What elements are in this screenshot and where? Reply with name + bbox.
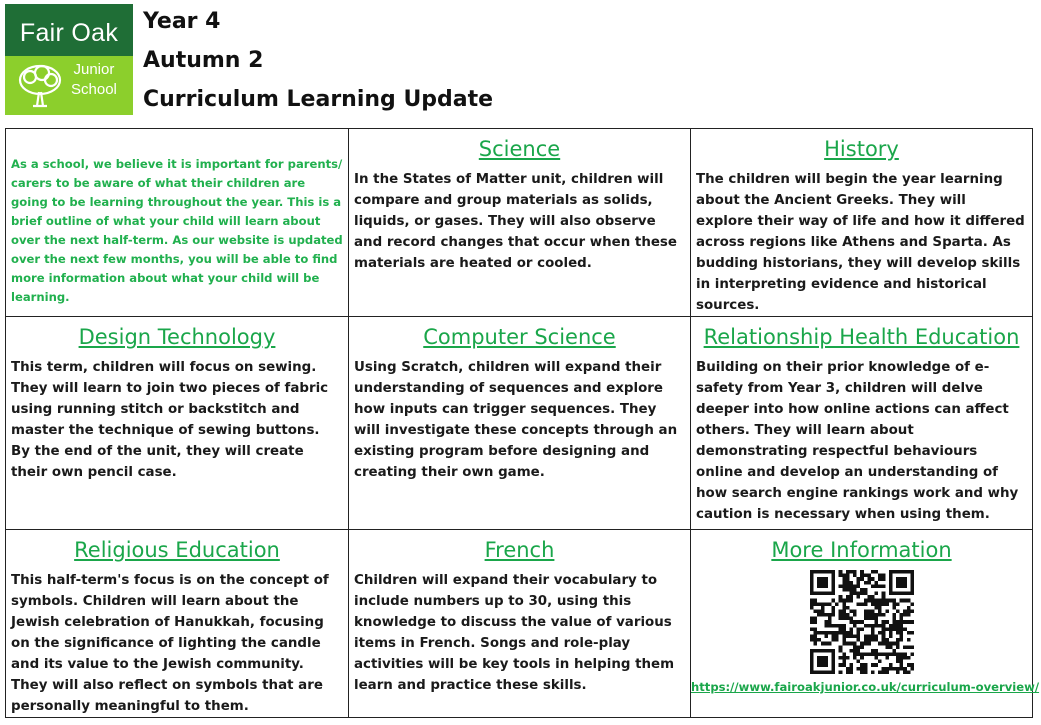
school-logo	[5, 4, 133, 115]
history-cell	[691, 129, 1033, 317]
more-information-heading: More Information	[771, 538, 952, 562]
computer-science-cell	[349, 317, 691, 530]
design-technology-text: This term, children will focus on sewing. They will learn to join two pieces of fabric using running stitch or backstitch and master the technique of sewing buttons. By the end of the unit, they will create their own pencil case.	[11, 360, 329, 480]
relationship-health-cell	[691, 317, 1033, 530]
religious-education-cell	[6, 530, 349, 718]
intro-text: As a school, we believe it is important for parents/ carers to be aware of what their children are going to be learning throughout the year. This is a brief outline of what your child will learn about over the next half-term. As our website is updated over the next few months, you will be able to find more information about what your child will be learning.	[11, 157, 343, 304]
relationship-health-text: Building on their prior knowledge of e-safety from Year 3, children will delve deeper into how online actions can affect others. They will learn about demonstrating respectful behaviours online and develop an understanding of how search engine rankings work and why caution is necessary when using them.	[696, 360, 1019, 522]
year-title: Year 4	[143, 9, 221, 34]
qr-code[interactable]	[810, 570, 914, 674]
logo-name: Fair Oak	[5, 4, 133, 56]
logo-lower-panel	[5, 56, 133, 115]
science-heading: Science	[478, 137, 561, 161]
logo-subtitle-line2: School	[71, 81, 117, 98]
computer-science-text: Using Scratch, children will expand their understanding of sequences and explore how inputs can trigger sequences. They will investigate these concepts through an existing program before designing and creating their own game.	[354, 360, 678, 480]
logo-subtitle	[71, 60, 117, 100]
curriculum-grid	[5, 128, 1040, 718]
more-information-cell	[691, 530, 1040, 718]
curriculum-overview-link[interactable]: https://www.fairoakjunior.co.uk/curriculum-overview/	[691, 680, 1040, 694]
design-technology-cell	[6, 317, 349, 530]
french-text: Children will expand their vocabulary to include numbers up to 30, using this knowledge to discuss the value of various items in French. Songs and role-play activities will be key tools in helping them learn and practice these skills.	[354, 573, 675, 693]
intro-cell	[6, 129, 349, 317]
computer-science-heading: Computer Science	[423, 325, 616, 349]
french-heading: French	[484, 538, 555, 562]
document-title: Curriculum Learning Update	[143, 87, 494, 112]
logo-subtitle-line1: Junior	[73, 61, 115, 78]
term-title: Autumn 2	[143, 48, 264, 73]
relationship-health-heading: Relationship Health Education	[703, 325, 1020, 349]
religious-education-text: This half-term's focus is on the concept of symbols. Children will learn about the Jewish celebration of Hanukkah, focusing on the significance of lighting the candle and its value to the Jewish community. They will also reflect on symbols that are personally meaningful to them.	[11, 573, 329, 714]
design-technology-heading: Design Technology	[78, 325, 276, 349]
french-cell	[349, 530, 691, 718]
science-cell	[349, 129, 691, 317]
tree-icon	[15, 62, 65, 110]
history-text: The children will begin the year learning about the Ancient Greeks. They will explore their way of life and how it differed across regions like Athens and Sparta. As budding historians, they will develop skills in interpreting evidence and historical sources.	[696, 172, 1025, 313]
science-text: In the States of Matter unit, children will compare and group materials as solids, liquids, or gases. They will also observe and record changes that occur when these materials are heated or cooled.	[354, 172, 677, 271]
religious-education-heading: Religious Education	[74, 538, 280, 562]
history-heading: History	[824, 137, 899, 161]
